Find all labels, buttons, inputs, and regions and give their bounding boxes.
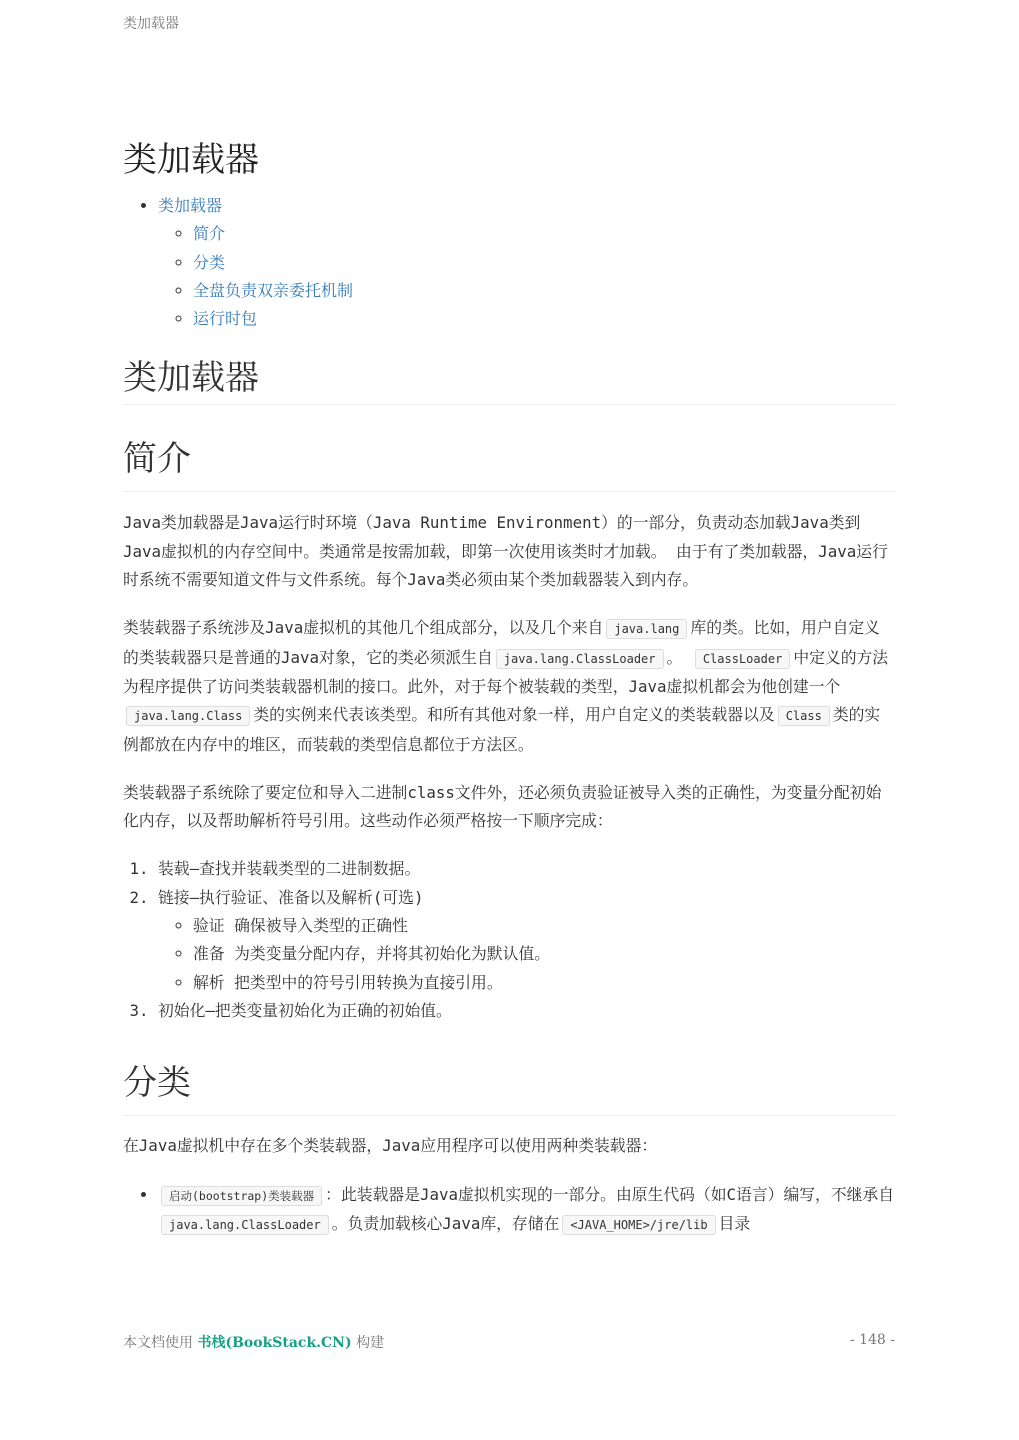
toc-item xyxy=(193,305,895,333)
toc-item xyxy=(193,220,895,248)
loader-types-list xyxy=(123,1181,895,1240)
inline-code-classloader: ClassLoader xyxy=(695,649,790,669)
document-title: 类加载器 xyxy=(123,140,259,180)
text-run: 类的实例都放在内存中的堆区，而装载的类型信息都位于方法区。 xyxy=(123,705,881,754)
linking-substeps xyxy=(158,912,895,997)
toc-link-runtime-package[interactable]: 运行时包 xyxy=(193,309,258,329)
inline-code-java-lang-class: java.lang.Class xyxy=(126,706,250,726)
intro-paragraph-3: 类装载器子系统除了要定位和导入二进制class文件外，还必须负责验证被导入类的正确性，为变量分配初始化内存，以及帮助解析符号引用。这些动作必须严格按一下顺序完成： xyxy=(123,782,882,831)
section-heading-classification: 分类 xyxy=(123,1053,895,1116)
text-run: ：此装载器是Java虚拟机实现的一部分。由原生代码（如C语言）编写，不继承自 xyxy=(325,1184,895,1204)
inline-code-classloader-fqn: java.lang.ClassLoader xyxy=(161,1215,329,1235)
section-heading-main: 类加载器 xyxy=(123,354,895,405)
list-item: 3. 初始化—把类变量初始化为正确的初始值。 xyxy=(158,997,895,1025)
list-item: ◦ 准备 为类变量分配内存，并将其初始化为默认值。 xyxy=(193,940,895,968)
list-item: 1. 装载—查找并装载类型的二进制数据。 xyxy=(158,855,895,883)
text-run: 类的实例来代表该类型。和所有其他对象一样，用户自定义的类装载器以及 xyxy=(253,705,775,725)
intro-paragraph-2 xyxy=(123,614,895,758)
text-run: 目录 xyxy=(718,1213,751,1233)
classification-paragraph-1: 在Java虚拟机中存在多个类装载器，Java应用程序可以使用两种类装载器： xyxy=(123,1136,658,1156)
table-of-contents xyxy=(123,192,895,333)
list-item xyxy=(158,1181,895,1240)
inline-code-classloader-fqn: java.lang.ClassLoader xyxy=(496,649,664,669)
section-heading-intro: 简介 xyxy=(123,429,895,492)
loading-steps-list xyxy=(123,855,895,1025)
page-number: - 148 - xyxy=(849,1332,895,1348)
list-item: ◦ 解析 把类型中的符号引用转换为直接引用。 xyxy=(193,969,895,997)
footer-suffix: 构建 xyxy=(356,1335,385,1351)
running-header: 类加载器 xyxy=(123,16,179,32)
toc-link-intro[interactable]: 简介 xyxy=(193,224,226,244)
text-run: 类装载器子系统涉及Java虚拟机的其他几个组成部分，以及几个来自 xyxy=(123,618,604,638)
toc-item xyxy=(193,249,895,277)
toc-link-delegation[interactable]: 全盘负责双亲委托机制 xyxy=(193,280,354,300)
toc-sublist xyxy=(158,220,895,333)
toc-item xyxy=(158,192,895,333)
inline-code-bootstrap-loader: 启动(bootstrap)类装载器 xyxy=(161,1186,322,1206)
inline-code-jre-lib-path: <JAVA_HOME>/jre/lib xyxy=(562,1215,715,1235)
list-item xyxy=(158,884,895,997)
intro-paragraph-1: Java类加载器是Java运行时环境（Java Runtime Environment）的一部分，负责动态加载Java类到Java虚拟机的内存空间中。类通常是按需加载，即第一次使用该类时才加载。 由于有了类加载器，Java运行时系统不需要知道文件与文件系统。每个Java类必须由某个类加载器装入到内存。 xyxy=(123,513,888,590)
toc-link-classification[interactable]: 分类 xyxy=(193,252,226,272)
inline-code-class: Class xyxy=(778,706,830,726)
footer-prefix: 本文档使用 xyxy=(123,1335,193,1351)
document-body xyxy=(123,138,895,1239)
list-item: ◦ 验证 确保被导入类型的正确性 xyxy=(193,912,895,940)
toc-link-root[interactable]: 类加载器 xyxy=(158,196,223,215)
toc-item xyxy=(193,277,895,305)
inline-code-java-lang: java.lang xyxy=(606,619,687,639)
footer-credit xyxy=(123,1332,384,1352)
list-item-text: 链接—执行验证、准备以及解析(可选) xyxy=(158,887,424,907)
footer-brand-link[interactable]: 书栈(BookStack.CN) xyxy=(197,1335,352,1351)
text-run: 。 xyxy=(666,647,683,667)
text-run: 。负责加载核心Java库，存储在 xyxy=(331,1213,560,1233)
text-run: 中定义的方法为程序提供了访问类装载器机制的接口。此外，对于每个被装载的类型，Java虚拟机都会为他创建一个 xyxy=(123,647,889,696)
text-run: 库的类。比如，用户自定义的类装载器只是普通的Java对象，它的类必须派生自 xyxy=(123,618,880,667)
